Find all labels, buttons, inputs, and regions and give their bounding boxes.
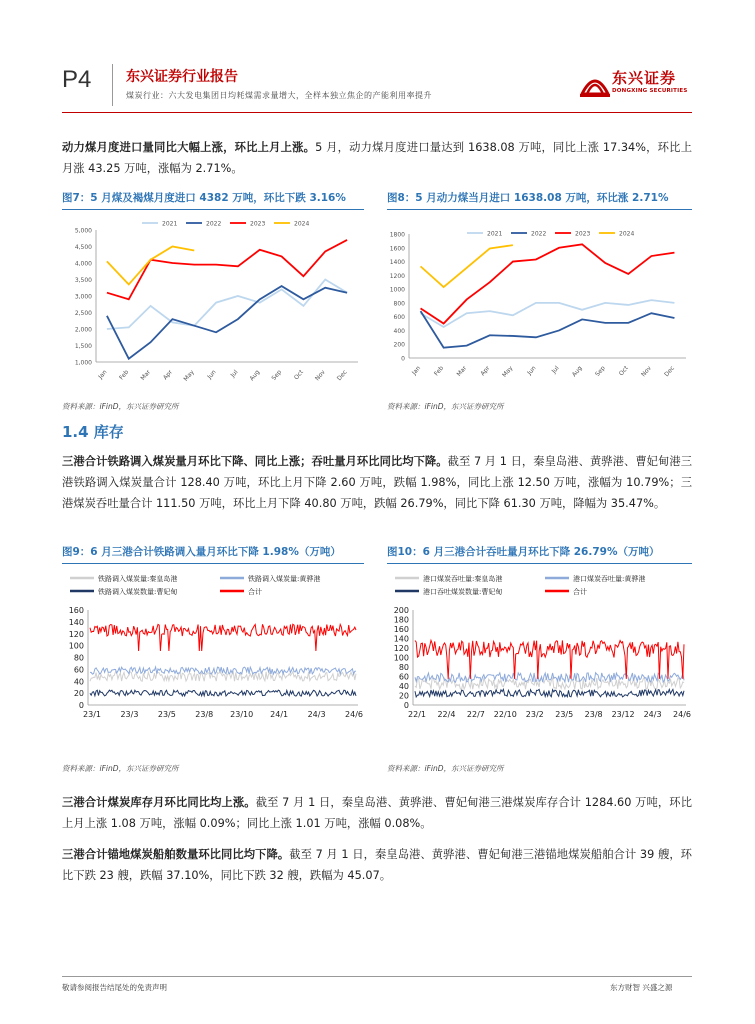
- figure-7-rule: [62, 209, 364, 210]
- x-tick-label: 23/3: [120, 710, 139, 719]
- y-tick-label: 40: [73, 677, 84, 687]
- x-tick-label: Apr: [161, 368, 174, 382]
- x-tick-label: Aug: [570, 364, 584, 379]
- y-tick-label: 80: [398, 663, 409, 672]
- figure-10-chart: [387, 568, 692, 723]
- y-tick-label: 400: [393, 327, 405, 335]
- y-tick-label: 20: [73, 689, 84, 699]
- legend-label: 铁路调入煤炭数量:曹妃甸: [98, 588, 178, 596]
- x-tick-label: 23/2: [525, 710, 544, 719]
- y-tick-label: 80: [73, 653, 84, 663]
- y-tick-label: 1800: [389, 231, 405, 239]
- x-tick-label: 23/8: [195, 710, 214, 719]
- x-tick-label: Jan: [97, 368, 109, 381]
- company-logo-cn: 东兴证券: [612, 69, 677, 87]
- figure-8-title: 图8：5 月动力煤当月进口 1638.08 万吨，环比涨 2.71%: [387, 192, 669, 204]
- header-divider: [112, 64, 113, 106]
- figure-8-source: 资料来源：iFinD，东兴证券研究所: [387, 402, 504, 411]
- y-tick-label: 100: [68, 641, 84, 651]
- paragraph-lead: 三港合计锚地煤炭船舶数量环比同比均下降。: [62, 848, 290, 861]
- x-tick-label: 23/5: [555, 710, 574, 719]
- paragraph-body: 5 月，动力煤月度进口量达到 1638.08 万吨，同比上涨 17.34%，环比上月涨 43.25 万吨，涨幅为 2.71%。: [62, 141, 692, 175]
- series-line-铁路调入煤炭数量:曹妃甸: [90, 690, 356, 696]
- footer-rule: [62, 976, 692, 977]
- figure-9-source: 资料来源：iFinD，东兴证券研究所: [62, 764, 179, 773]
- x-tick-label: Dec: [335, 368, 349, 383]
- y-tick-label: 120: [393, 644, 409, 653]
- y-tick-label: 1200: [389, 272, 405, 280]
- paragraph-anchorage-ships: [62, 844, 692, 886]
- figure-9-chart: [62, 568, 364, 723]
- legend-label: 港口煤炭吞吐量:秦皇岛港: [423, 575, 503, 583]
- y-tick-label: 160: [393, 625, 409, 634]
- y-tick-label: 200: [393, 341, 405, 349]
- figure-9-rule: [62, 563, 364, 564]
- x-tick-label: Jan: [410, 364, 423, 377]
- y-tick-label: 4,500: [74, 244, 92, 251]
- footer-disclaimer: 敬请参阅报告结尾处的免责声明: [62, 983, 167, 992]
- y-tick-label: 1,500: [74, 343, 92, 350]
- y-tick-label: 0: [78, 701, 84, 710]
- paragraph-port-rail: [62, 451, 692, 514]
- series-line-合计: [415, 640, 684, 679]
- y-tick-label: 2,000: [74, 326, 92, 334]
- series-line-合计: [90, 624, 356, 651]
- x-tick-label: 24/6: [673, 710, 691, 719]
- legend-label: 2024: [294, 220, 310, 228]
- y-tick-label: 40: [398, 682, 409, 691]
- legend-label: 2023: [575, 230, 591, 238]
- x-tick-label: Oct: [617, 364, 630, 378]
- figure-7-title: 图7：5 月煤及褐煤月度进口 4382 万吨，环比下跌 3.16%: [62, 192, 346, 204]
- x-tick-label: 22/1: [408, 710, 426, 719]
- paragraph-body: 截至 7 月 1 日，秦皇岛港、黄骅港、曹妃甸港三港煤炭库存合计 1284.60 万吨，环比上月上涨 1.08 万吨，涨幅 0.09%；同比上涨 1.01 万吨，涨幅 0.08%。: [62, 796, 692, 830]
- paragraph-body: 截至 7 月 1 日，秦皇岛港、黄骅港、曹妃甸港三港铁路调入煤炭量合计 128.40 万吨，环比上月下降 2.60 万吨，跌幅 1.98%，同比上涨 12.50 万吨，涨幅为 10.79%；三港煤炭吞吐量合计 111.50 万吨，环比上月下降 40.80 万吨，跌幅 26.79%，同比下降 61.30 万吨，降幅为 35.47%。: [62, 455, 692, 510]
- x-tick-label: 22/10: [493, 710, 517, 719]
- report-title: 东兴证券行业报告: [126, 69, 238, 85]
- x-tick-label: 23/1: [83, 710, 101, 719]
- x-tick-label: Apr: [479, 364, 492, 378]
- legend-label: 2024: [619, 230, 635, 238]
- x-tick-label: Sep: [270, 368, 284, 382]
- y-tick-label: 600: [393, 314, 405, 322]
- x-tick-label: 23/8: [584, 710, 603, 719]
- x-tick-label: Feb: [118, 368, 131, 382]
- x-tick-label: 24/1: [270, 710, 289, 719]
- figure-10-rule: [387, 563, 692, 564]
- x-tick-label: Oct: [292, 368, 305, 382]
- x-tick-label: 23/12: [611, 710, 635, 719]
- company-logo-en: DONGXING SECURITIES: [612, 88, 688, 94]
- x-tick-label: 23/10: [230, 710, 254, 719]
- y-tick-label: 140: [393, 634, 409, 644]
- x-tick-label: May: [501, 364, 515, 379]
- figure-10-source: 资料来源：iFinD，东兴证券研究所: [387, 764, 504, 773]
- y-tick-label: 1400: [389, 259, 405, 267]
- company-logo-icon: [580, 66, 610, 100]
- legend-label: 2021: [487, 230, 503, 238]
- series-line-2021: [421, 300, 675, 327]
- x-tick-label: Mar: [455, 364, 469, 378]
- legend-label: 2022: [531, 230, 547, 238]
- x-tick-label: 23/5: [157, 710, 176, 719]
- x-tick-label: 22/7: [466, 710, 485, 719]
- legend-label: 铁路调入煤炭量:秦皇岛港: [98, 575, 178, 583]
- legend-label: 2022: [206, 220, 222, 228]
- y-tick-label: 0: [401, 355, 405, 363]
- series-line-2022: [421, 311, 675, 348]
- x-tick-label: Jul: [550, 364, 561, 375]
- x-tick-label: 24/3: [307, 710, 326, 719]
- paragraph-lead: 三港合计铁路调入煤炭量月环比下降、同比上涨；吞吐量月环比同比均下降。: [62, 455, 448, 468]
- x-tick-label: Nov: [313, 368, 327, 383]
- y-tick-label: 3,500: [74, 277, 92, 284]
- paragraph-body: 截至 7 月 1 日，秦皇岛港、黄骅港、曹妃甸港三港锚地煤炭船舶合计 39 艘，环比下跌 23 艘，跌幅 37.10%，同比下跌 32 艘，跌幅为 45.07。: [62, 848, 692, 882]
- x-tick-label: 24/3: [643, 710, 662, 719]
- section-title: 1.4 库存: [62, 423, 124, 441]
- legend-label: 合计: [248, 588, 262, 596]
- y-tick-label: 140: [68, 617, 84, 627]
- figure-9-title: 图9：6 月三港合计铁路调入量月环比下降 1.98%（万吨）: [62, 546, 341, 558]
- x-tick-label: Aug: [248, 368, 262, 383]
- y-tick-label: 120: [68, 629, 84, 639]
- report-subtitle: 煤炭行业：六大发电集团日均耗煤需求量增大，全样本独立焦企的产能利用率提升: [126, 91, 432, 100]
- paragraph-port-inventory: [62, 792, 692, 834]
- y-tick-label: 160: [68, 606, 84, 615]
- figure-10-title: 图10：6 月三港合计吞吐量月环比下降 26.79%（万吨）: [387, 546, 660, 558]
- x-tick-label: Jun: [206, 368, 218, 381]
- y-tick-label: 1,000: [74, 359, 92, 367]
- series-line-港口吞吐煤炭数量:曹妃甸: [415, 689, 684, 697]
- y-tick-label: 60: [73, 665, 84, 675]
- series-line-2021: [107, 280, 347, 330]
- y-tick-label: 4,000: [74, 260, 92, 268]
- legend-label: 港口煤炭吞吐量:黄骅港: [573, 575, 646, 583]
- legend-label: 铁路调入煤炭量:黄骅港: [248, 575, 321, 583]
- y-tick-label: 1000: [389, 286, 405, 294]
- x-tick-label: Feb: [432, 364, 446, 378]
- paragraph-lead: 三港合计煤炭库存月环比同比均上涨。: [62, 796, 256, 809]
- series-line-铁路调入煤炭量:秦皇岛港: [90, 672, 356, 681]
- legend-label: 2021: [162, 220, 178, 228]
- x-tick-label: Dec: [663, 364, 676, 379]
- y-tick-label: 20: [398, 691, 409, 701]
- y-tick-label: 60: [398, 672, 409, 682]
- series-line-2024: [421, 245, 513, 287]
- figure-7-chart: [62, 212, 364, 392]
- paragraph-coal-import: [62, 137, 692, 179]
- x-tick-label: Sep: [594, 364, 607, 378]
- y-tick-label: 3,000: [74, 293, 92, 301]
- x-tick-label: 22/4: [437, 710, 456, 719]
- y-tick-label: 100: [393, 653, 409, 663]
- figure-8-chart: [387, 212, 692, 392]
- y-tick-label: 200: [393, 606, 409, 615]
- legend-label: 港口吞吐煤炭数量:曹妃甸: [423, 588, 503, 596]
- footer-slogan: 东方财智 兴盛之源: [610, 983, 673, 992]
- y-tick-label: 5,000: [74, 227, 92, 235]
- series-line-港口煤炭吞吐量:黄骅港: [415, 673, 684, 683]
- x-tick-label: Mar: [139, 368, 153, 382]
- figure-7-source: 资料来源：iFinD，东兴证券研究所: [62, 402, 179, 411]
- legend-label: 2023: [250, 220, 266, 228]
- x-tick-label: 24/6: [345, 710, 363, 719]
- series-line-2024: [107, 247, 194, 285]
- x-tick-label: May: [182, 368, 196, 383]
- legend-label: 合计: [573, 588, 587, 596]
- series-line-2023: [421, 244, 675, 323]
- y-tick-label: 2,500: [74, 310, 92, 317]
- figure-8-rule: [387, 209, 692, 210]
- x-tick-label: Nov: [640, 364, 653, 379]
- header-rule: [62, 112, 692, 113]
- y-tick-label: 800: [393, 300, 405, 308]
- page-number: P4: [62, 66, 92, 93]
- x-tick-label: Jul: [229, 368, 240, 379]
- paragraph-lead: 动力煤月度进口量同比大幅上涨，环比上月上涨。: [62, 141, 316, 154]
- x-tick-label: Jun: [526, 364, 538, 377]
- y-tick-label: 1600: [389, 245, 405, 253]
- y-tick-label: 0: [403, 701, 409, 710]
- y-tick-label: 180: [393, 615, 409, 625]
